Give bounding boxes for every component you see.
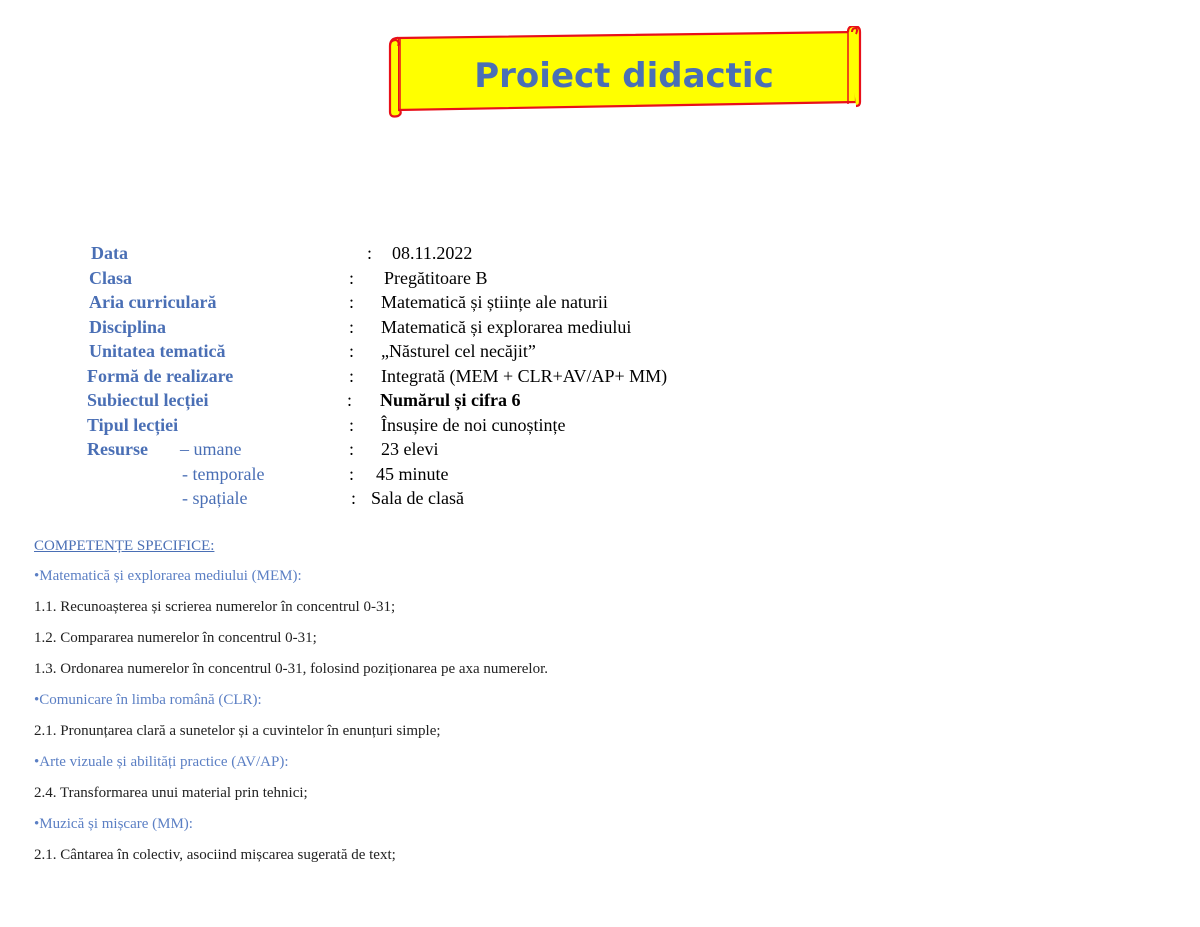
info-value: Matematică și științe ale naturii: [381, 292, 608, 312]
title-banner: [386, 26, 862, 118]
info-colon: :: [349, 414, 355, 435]
info-colon: :: [351, 488, 357, 508]
competences-section: [34, 532, 1134, 871]
info-row-resurse-spatiale: [0, 486, 900, 511]
info-row-resurse-temporale: [0, 462, 900, 487]
info-label: Data: [91, 243, 128, 263]
lesson-info-table: [0, 241, 900, 511]
competence-area: •Arte vizuale și abilități practice (AV/AP):: [34, 754, 289, 770]
info-colon: :: [367, 243, 373, 263]
info-label: Formă de realizare: [87, 365, 234, 386]
info-sub-label: - spațiale: [182, 488, 248, 508]
info-row-data: [0, 241, 900, 266]
info-value: Matematică și explorarea mediului: [381, 316, 632, 337]
info-label: Aria curriculară: [89, 292, 217, 312]
competence-item: 2.4. Transformarea unui material prin tehnici;: [34, 785, 308, 801]
info-colon: :: [347, 390, 353, 410]
info-label: Resurse: [87, 439, 148, 459]
info-value: Însușire de noi cunoștințe: [381, 414, 566, 435]
info-colon: :: [349, 292, 355, 312]
competence-item: 2.1. Pronunțarea clară a sunetelor și a cuvintelor în enunțuri simple;: [34, 723, 441, 739]
info-value: Pregătitoare B: [384, 267, 488, 288]
info-value: Integrată (MEM + CLR+AV/AP+ MM): [381, 365, 668, 386]
info-row-clasa: [0, 266, 900, 291]
info-row-subiectul: [0, 388, 900, 413]
info-label: Tipul lecției: [87, 414, 179, 435]
info-row-tipul: [0, 413, 900, 438]
info-row-aria: [0, 290, 900, 315]
info-label: Subiectul lecției: [87, 390, 209, 410]
competences-heading: COMPETENȚE SPECIFICE:: [34, 538, 215, 554]
info-sub-label: - temporale: [182, 463, 265, 484]
competence-item: 1.1. Recunoașterea și scrierea numerelor în concentrul 0-31;: [34, 599, 396, 615]
info-value: 08.11.2022: [392, 243, 473, 263]
info-colon: :: [349, 439, 355, 459]
info-value: Sala de clasă: [371, 488, 464, 508]
info-row-unitatea: [0, 339, 900, 364]
page-title: Proiect didactic: [474, 56, 774, 96]
info-colon: :: [349, 365, 355, 386]
competence-area: •Comunicare în limba română (CLR):: [34, 692, 262, 708]
info-value: „Năsturel cel necăjit”: [381, 341, 536, 361]
info-label: Unitatea tematică: [89, 341, 226, 361]
competence-item: 1.3. Ordonarea numerelor în concentrul 0-31, folosind poziționarea pe axa numerelor.: [34, 661, 548, 677]
info-colon: :: [349, 341, 355, 361]
competence-area: •Muzică și mișcare (MM):: [34, 816, 193, 832]
info-colon: :: [349, 316, 355, 337]
info-label: Clasa: [89, 267, 133, 288]
competence-item: 1.2. Compararea numerelor în concentrul 0-31;: [34, 630, 317, 646]
competence-item: 2.1. Cântarea în colectiv, asociind mișcarea sugerată de text;: [34, 847, 396, 863]
info-label: Disciplina: [89, 316, 167, 337]
competence-area: •Matematică și explorarea mediului (MEM):: [34, 568, 302, 584]
info-colon: :: [349, 267, 355, 288]
info-sub-label: – umane: [180, 439, 242, 459]
info-value: 23 elevi: [381, 439, 439, 459]
info-colon: :: [349, 463, 355, 484]
info-row-resurse-umane: [0, 437, 900, 462]
info-row-forma: [0, 364, 900, 389]
info-row-disciplina: [0, 315, 900, 340]
info-value: 45 minute: [376, 463, 449, 484]
info-value: Numărul și cifra 6: [380, 390, 521, 410]
